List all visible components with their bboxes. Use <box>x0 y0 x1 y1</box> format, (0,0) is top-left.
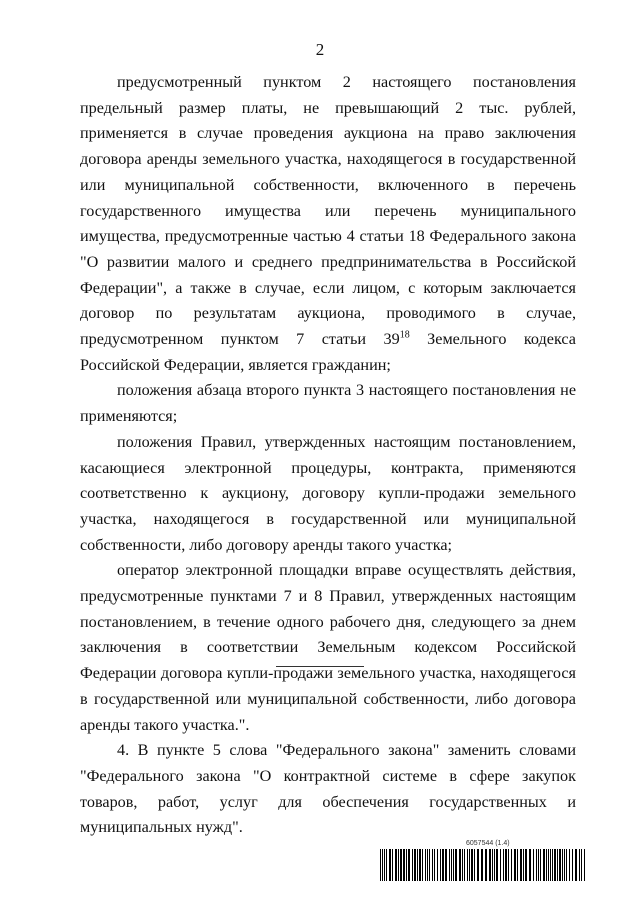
article-superscript: 18 <box>399 329 410 341</box>
document-body <box>80 70 576 841</box>
document-id: 6057544 (1.4) <box>466 840 510 847</box>
paragraph-5: 4. В пункте 5 слова "Федерального закона" заменить словами "Федерального закона "О контрактной системе в сфере закупок товаров, работ, услуг для обеспечения государственных и муниципальных нужд". <box>80 741 576 837</box>
paragraph-4: оператор электронной площадки вправе осуществлять действия, предусмотренные пунктами 7 и 8 Правил, утвержденных настоящим постановлением, в течение одного рабочего дня, следующего за днем заключения в соответствии Земельным кодексом Российской Федерации договора купли-продажи земельного участка, находящегося в государственной или муниципальной собственности, либо договора аренды такого участка.". <box>80 561 576 734</box>
paragraph-1-tail: Земельного кодекса Российской Федерации, является гражданин; <box>80 330 576 374</box>
paragraph-1-text: предусмотренный пунктом 2 настоящего постановления предельный размер платы, не превышающий 2 тыс. рублей, применяется в случае проведения аукциона на право заключения договора аренды земельного участка, находящегося в государственной или муниципальной собственности, включенного в перечень государственного имущества или перечень муниципального имущества, предусмотренные частью 4 статьи 18 Федерального закона "О развитии малого и среднего предпринимательства в Российской Федерации", а также в случае, если лицом, с которым заключается договор по результатам аукциона, проводимого в случае, предусмотренном пунктом 7 статьи 39 <box>80 73 576 349</box>
barcode <box>380 849 588 881</box>
paragraph-2: положения абзаца второго пункта 3 настоящего постановления не применяются; <box>80 381 576 426</box>
paragraph-3: положения Правил, утвержденных настоящим постановлением, касающиеся электронной процедуры, контракта, применяются соответственно к аукциону, договору купли-продажи земельного участка, находящегося в государственной или муниципальной собственности, либо договору аренды такого участка; <box>80 432 576 554</box>
paragraph-1 <box>80 70 576 378</box>
page-number: 2 <box>315 40 325 59</box>
end-of-document-rule <box>276 666 364 667</box>
